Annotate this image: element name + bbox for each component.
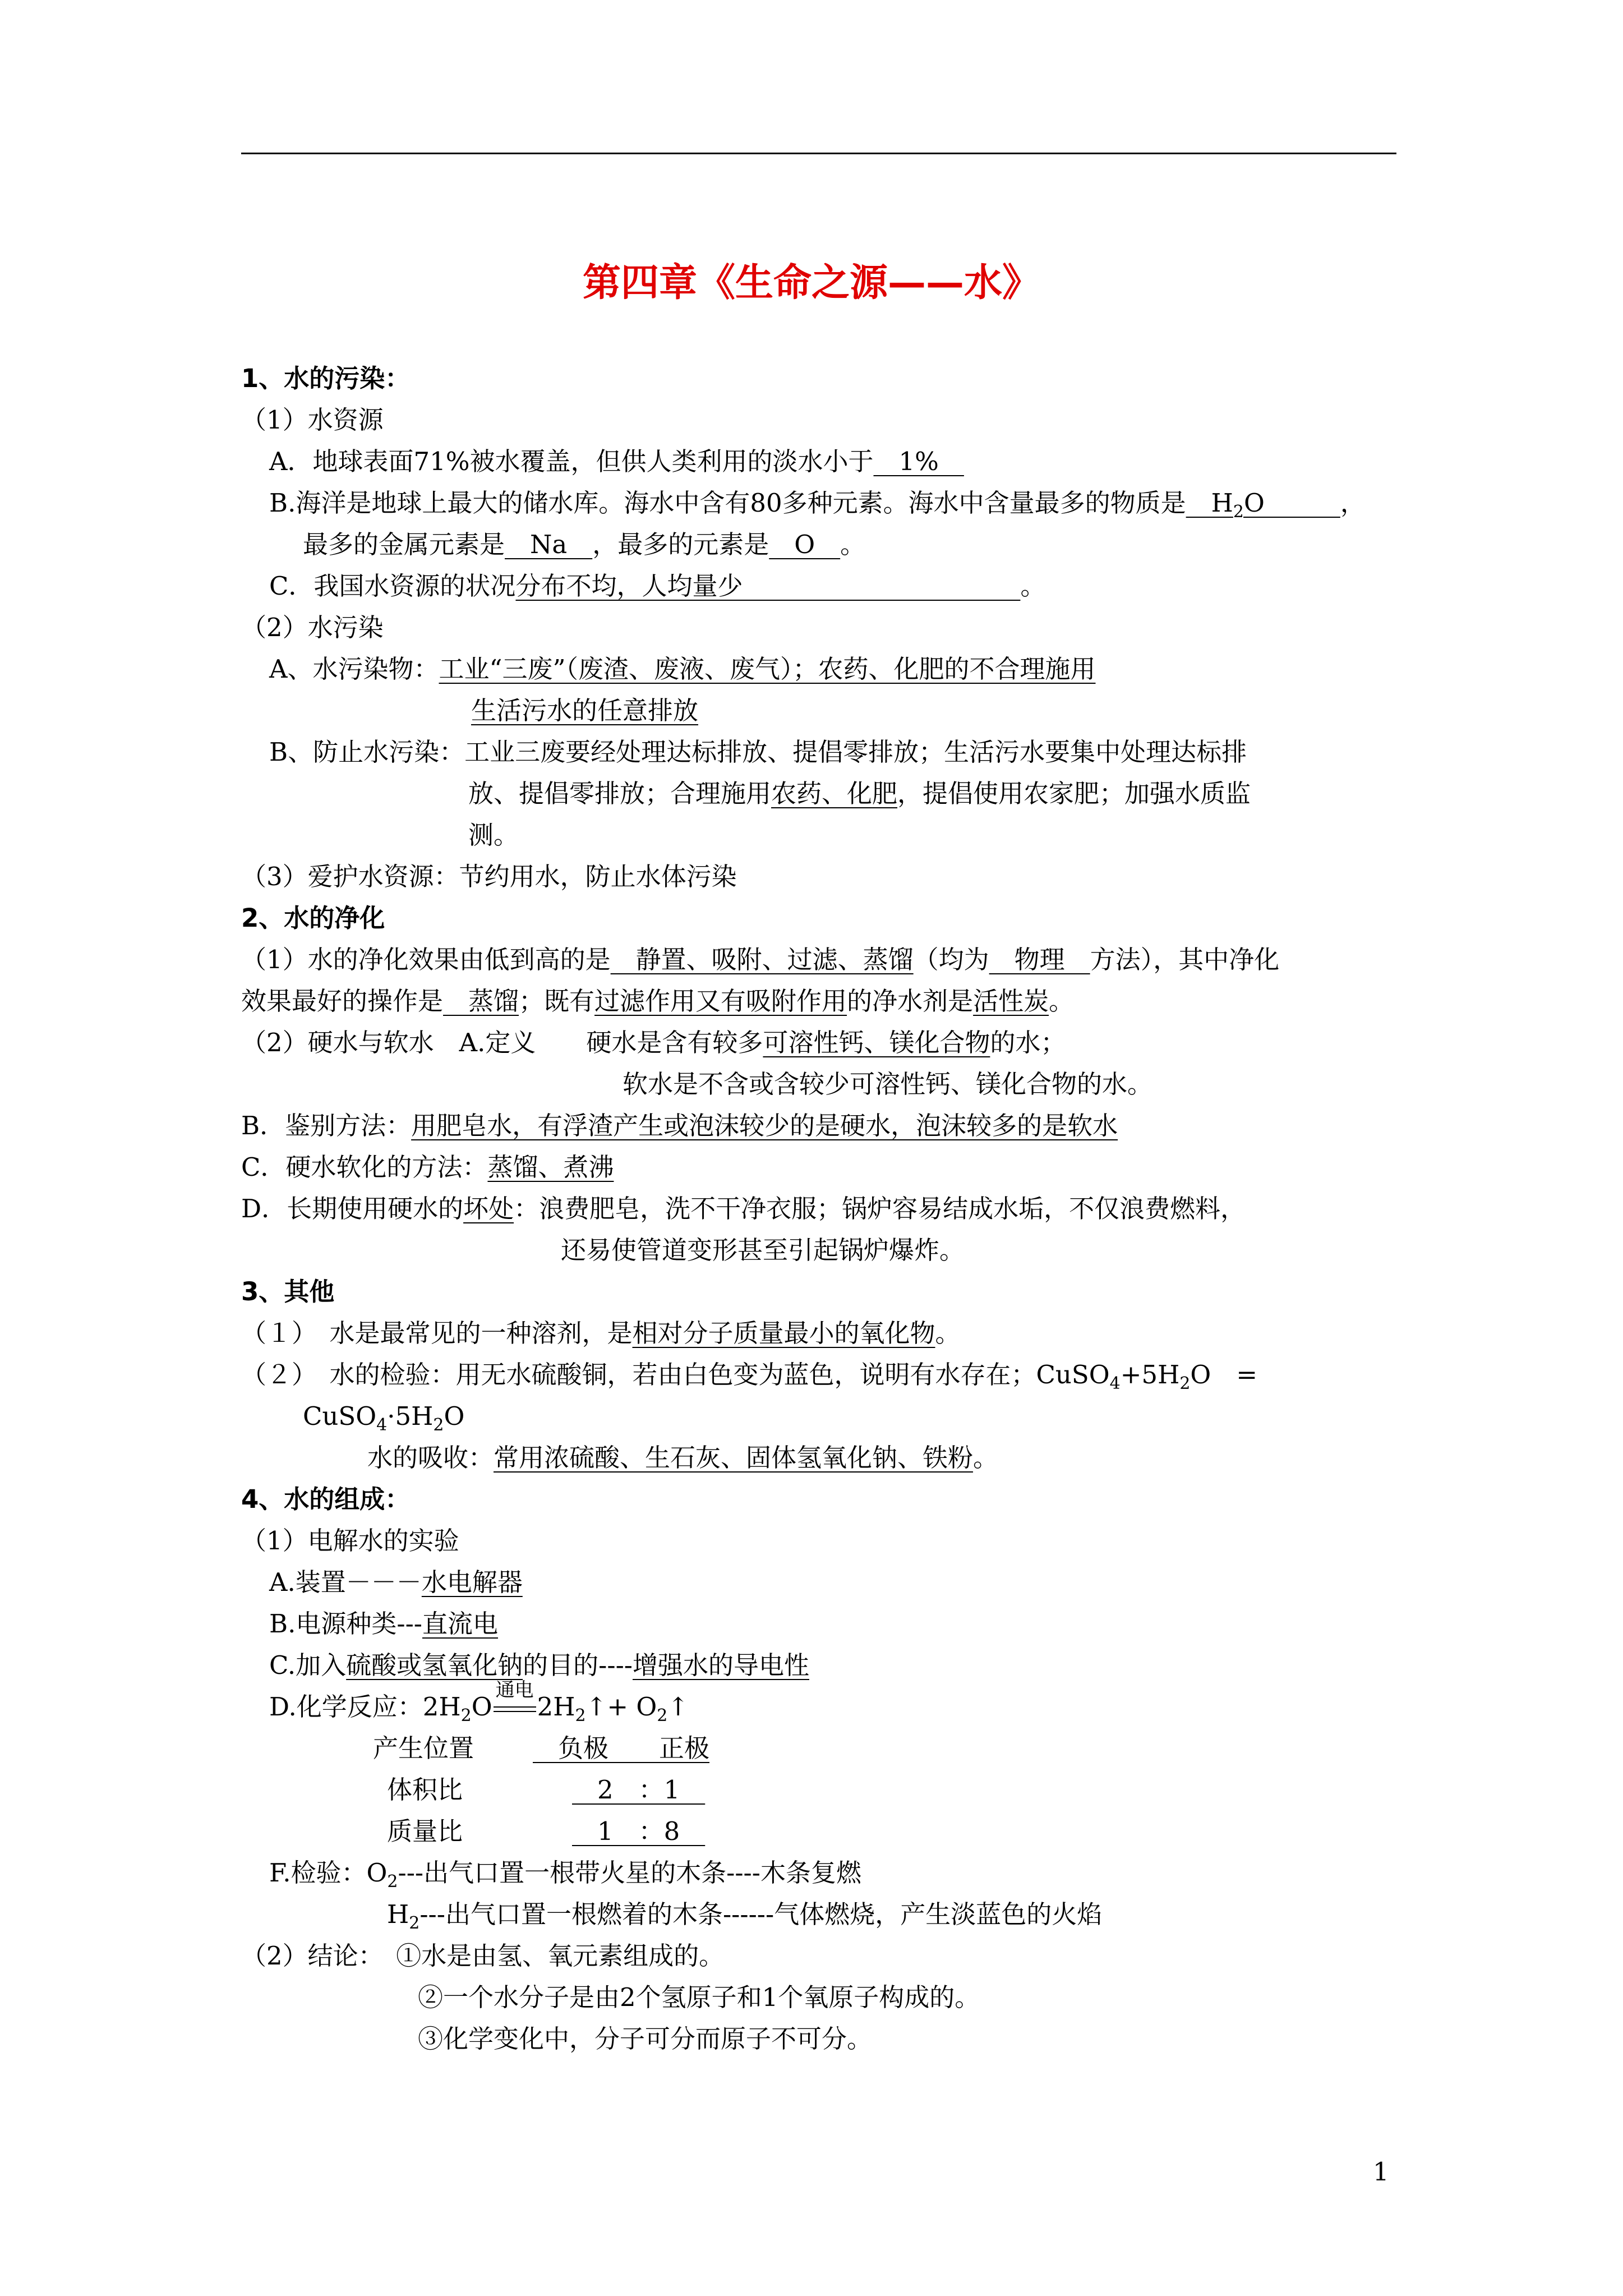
- s2-purification: （1）水的净化效果由低到高的是 静置、吸附、过滤、蒸馏（均为 物理 方法），其中净化: [241, 945, 1280, 974]
- s3-solvent: （１） 水是最常见的一种溶剂，是相对分子质量最小的氧化物。: [241, 1318, 961, 1348]
- s1-water-resources-label: （1）水资源: [241, 405, 384, 435]
- s4-power: B.电源种类---直流电: [269, 1609, 499, 1639]
- s4-reaction: D.化学反应：$2H_2O$ 通电 $2H_2↑+$ $O_2↑$: [269, 1679, 689, 1726]
- s1-protect: （3）爱护水资源：节约用水，防止水体污染: [241, 862, 737, 891]
- s4-conclusion-2: ②一个水分子是由2个氢原子和1个氧原子构成的。: [418, 1982, 980, 2012]
- page-number: 1: [1373, 2157, 1389, 2187]
- s1-pollution-label: （2）水污染: [241, 613, 384, 642]
- s4-table-row-volume: 体积比 2 ：1: [387, 1775, 706, 1805]
- s1-item-a: A．地球表面71%被水覆盖，但供人类利用的淡水小于 1%: [269, 447, 964, 476]
- s2-hard-soft: （2）硬水与软水 A.定义 硬水是含有较多可溶性钙、镁化合物的水；: [241, 1028, 1066, 1057]
- s2-soft-water: 软水是不含或含较少可溶性钙、镁化合物的水。: [623, 1069, 1153, 1099]
- s4-table-row-position: 产生位置 负极 正极: [373, 1733, 710, 1763]
- s1-pollutants-cont: 生活污水的任意排放: [471, 696, 699, 725]
- s2-harm: D．长期使用硬水的坏处：浪费肥皂，洗不干净衣服；锅炉容易结成水垢，不仅浪费燃料，: [241, 1194, 1246, 1223]
- s2-soften: C．硬水软化的方法：蒸馏、煮沸: [241, 1152, 614, 1182]
- s4-conclusion-1: （2）结论： ①水是由氢、氧元素组成的。: [241, 1941, 725, 1971]
- s3-detection: （２） 水的检验：用无水硫酸铜，若由白色变为蓝色，说明有水存在；$CuSO_4+5H_2O$ =: [241, 1360, 1258, 1393]
- header-rule: [241, 153, 1396, 154]
- s4-test-o2: F.检验：$O_2---$出气口置一根带火星的木条----木条复燃: [269, 1858, 861, 1892]
- s1-prevention-end: 测。: [468, 820, 519, 850]
- s4-conclusion-3: ③化学变化中，分子可分而原子不可分。: [418, 2024, 873, 2054]
- s2-purification-cont: 效果最好的操作是 蒸馏；既有过滤作用又有吸附作用的净水剂是活性炭。: [241, 986, 1075, 1016]
- s1-item-b: B.海洋是地球上最大的储水库。海水中含有80多种元素。海水中含量最多的物质是 $H_2O$ ，: [269, 488, 1366, 522]
- s1-prevention-cont: 放、提倡零排放；合理施用农药、化肥，提倡使用农家肥；加强水质监: [468, 779, 1251, 808]
- s4-additive: C.加入硫酸或氢氧化钠的目的----增强水的导电性: [269, 1650, 809, 1680]
- s2-identify: B．鉴别方法：用肥皂水，有浮渣产生或泡沫较少的是硬水，泡沫较多的是软水: [241, 1111, 1118, 1140]
- section-1-heading: 1、水的污染：: [241, 364, 411, 393]
- section-2-heading: 2、水的净化: [241, 903, 385, 933]
- s3-detection-cont: $CuSO_4\cdot 5H_2O$: [303, 1401, 465, 1435]
- s1-prevention: B、防止水污染：工业三废要经处理达标排放、提倡零排放；生活污水要集中处理达标排: [269, 737, 1247, 767]
- s4-table-row-mass: 质量比 1 ：8: [387, 1816, 706, 1846]
- section-4-heading: 4、水的组成：: [241, 1484, 411, 1514]
- s1-item-b-cont: 最多的金属元素是 Na ，最多的元素是 O 。: [303, 530, 866, 559]
- s1-pollutants: A、水污染物：工业“三废”（废渣、废液、废气）；农药、化肥的不合理施用: [269, 654, 1096, 684]
- s1-item-c: C．我国水资源的状况分布不均，人均量少 。: [269, 571, 1046, 601]
- section-3-heading: 3、其他: [241, 1277, 335, 1306]
- reaction-arrow: 通电: [492, 1687, 537, 1727]
- page-title: 第四章《生命之源——水》: [582, 261, 1040, 305]
- s4-electrolysis-label: （1）电解水的实验: [241, 1526, 459, 1556]
- s4-test-h2: $H_2---$出气口置一根燃着的木条------气体燃烧，产生淡蓝色的火焰: [387, 1899, 1103, 1933]
- s4-apparatus: A.装置－－－水电解器: [269, 1567, 523, 1597]
- s2-harm-cont: 还易使管道变形甚至引起锅炉爆炸。: [561, 1235, 965, 1265]
- s3-absorption: 水的吸收：常用浓硫酸、生石灰、固体氢氧化钠、铁粉。: [367, 1443, 999, 1473]
